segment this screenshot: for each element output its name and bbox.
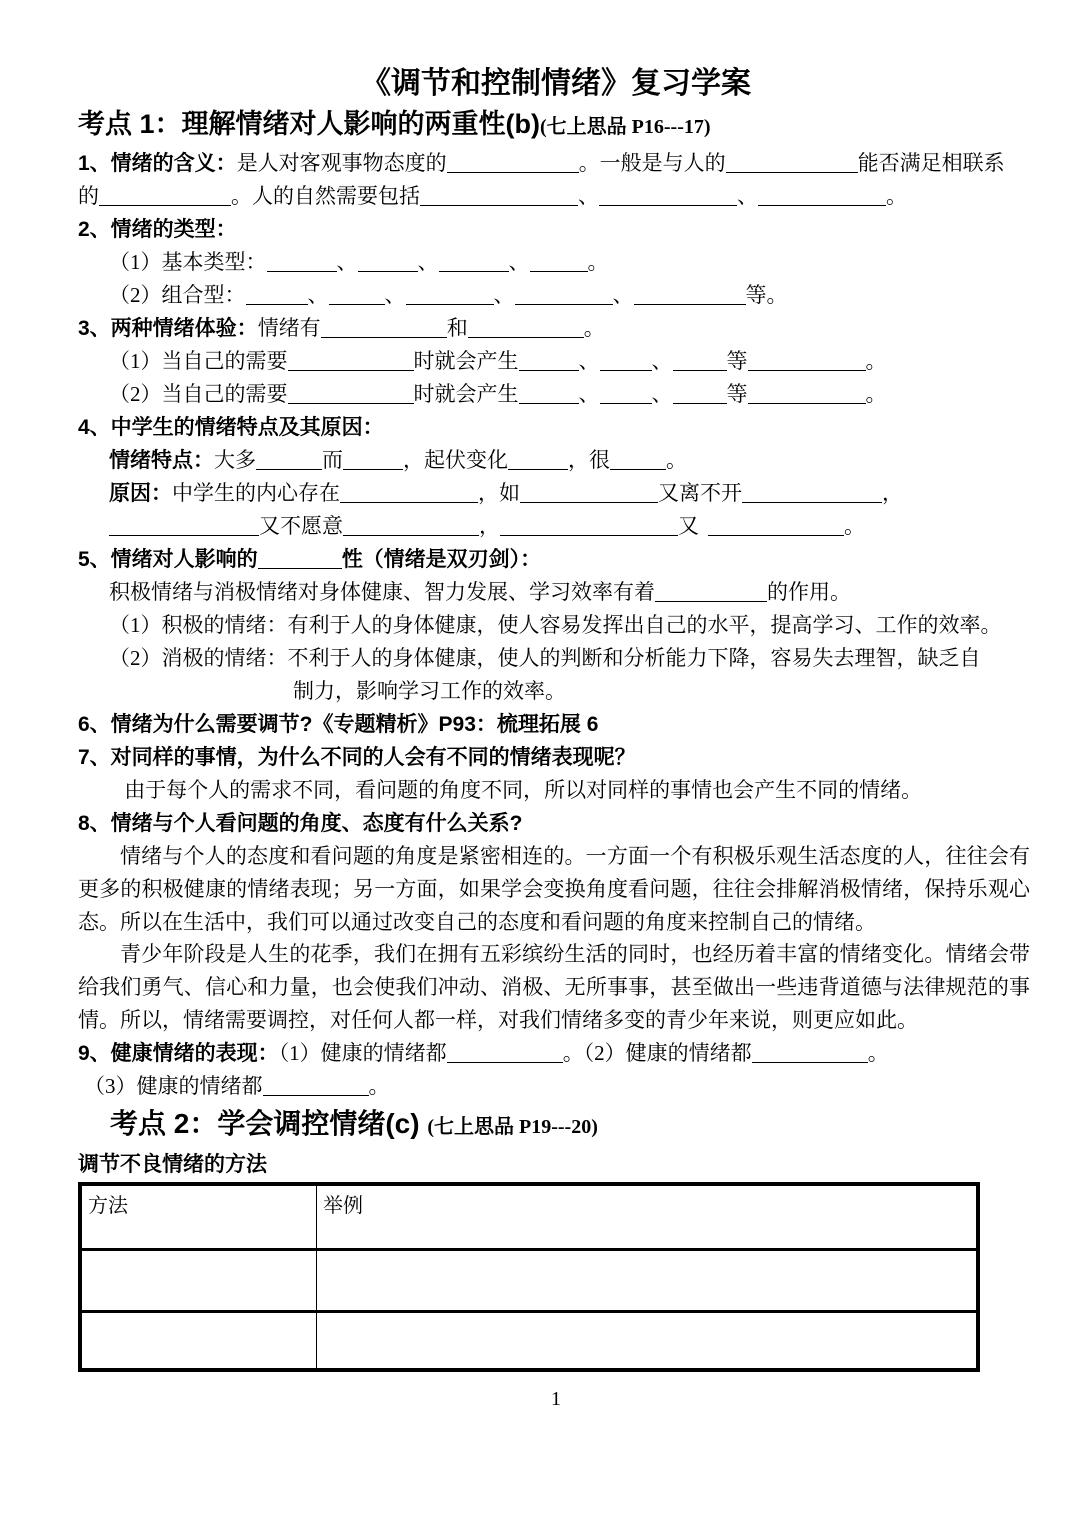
item2-label: 2、情绪的类型： [78,218,237,241]
item1-line2 [78,180,1034,213]
item5-negative-line1 [78,642,1034,675]
item5-negative-text2: 制力，影响学习工作的效率。 [293,679,566,703]
item7-heading [78,741,1034,774]
section1-heading-text: 考点 1：理解情绪对人影响的两重性(b) [78,109,540,139]
separator: 、 [578,349,600,373]
item5-text1: 积极情绪与消极情绪对身体健康、智力发展、学习效率有着 [109,580,655,604]
blank-line [358,250,418,272]
period: 。 [587,250,609,274]
blank-line [288,349,414,371]
table-header-method: 方法 [88,1194,128,1217]
blank-line [726,151,858,173]
item7-label: 7、对同样的事情，为什么不同的人会有不同的情绪表现呢？ [78,746,636,769]
blank-line [530,250,588,272]
item1-text4: 的 [78,184,99,208]
item6-heading [78,708,1034,741]
item9-text3: （3）健康的情绪都 [84,1073,263,1098]
item9-label: 9、健康情绪的表现： [78,1041,279,1065]
item4-features-label: 情绪特点： [109,449,214,472]
item4-r1: 中学生的内心存在 [172,481,340,505]
blank-line [420,184,578,206]
comma: ， [882,481,903,505]
blank-line [256,448,322,470]
blank-line [758,184,886,206]
blank-line [599,184,737,206]
comma: ， [479,514,500,538]
item5-positive [78,609,1034,642]
item5-negative-line2 [78,675,1034,708]
blank-line [288,382,414,404]
item5-positive-text: （1）积极的情绪：有利于人的身体健康，使人容易发挥出自己的水平，提高学习、工作的效率。 [109,613,1002,637]
item4-r5: 又 [678,514,699,538]
item1-line1 [78,147,1034,180]
item3-text2: 和 [446,316,468,340]
blank-line [329,283,385,305]
separator: 、 [651,382,673,406]
item8-paragraph1: 情绪与个人的态度和看问题的角度是紧密相连的。一方面一个有积极乐观生活态度的人，往往会有更多的积极健康的情绪表现；另一方面，如果学会变换角度看问题，往往会排解消极情绪，保持乐观心态。所以在生活中，我们可以通过改变自己的态度和看问题的角度来控制自己的情绪。 [78,844,1030,934]
section1-reference: (七上思品 P16---17) [540,116,711,138]
blank-line [519,349,579,371]
methods-table [78,1182,980,1372]
blank-line [600,349,652,371]
item4-f3: ，起伏变化 [403,448,508,472]
item4-r3: 又离不开 [658,481,742,505]
table-cell-method [80,1312,317,1370]
item1-text2: 。一般是与人的 [578,151,726,175]
separator: 、 [651,349,673,373]
item5-label2: 性（情绪是双刃剑）： [341,548,542,571]
table-header-example: 举例 [317,1184,979,1250]
item4-f1: 大多 [214,448,256,472]
table-cell-example [317,1250,979,1312]
table-header-row [80,1184,978,1250]
item6-label: 6、情绪为什么需要调节?《专题精析》P93：梳理拓展 6 [78,713,599,736]
item9-line2 [78,1070,1034,1103]
item4-reason-label: 原因： [109,482,172,505]
blank-line [406,283,494,305]
item3-label: 3、两种情绪体验： [78,317,258,340]
period: 。 [844,514,865,538]
item3-sub1-label: （1）当自己的需要 [109,349,288,373]
blank-line [343,448,403,470]
blank-line [99,184,231,206]
blank-line [748,349,866,371]
item5-heading [78,543,1034,576]
period: 。 [666,448,687,472]
blank-line [468,316,584,338]
section1-heading [78,104,1034,147]
blank-line [258,547,342,569]
item4-f4: ，很 [568,448,610,472]
item5-line1 [78,576,1034,609]
period: 。 [865,382,887,406]
item9-text2: 。（2）健康的情绪都 [562,1040,752,1065]
table-row [80,1312,978,1370]
blank-line [600,382,652,404]
item2-sub2-label: （2）组合型： [109,283,246,307]
item4-r4: 又不愿意 [259,514,343,538]
blank-line [508,448,568,470]
blank-line [752,1041,868,1063]
blank-line [263,1074,369,1096]
separator: 、 [336,250,358,274]
period: 。 [583,316,605,340]
blank-line [708,514,844,536]
item3-text3: 时就会产生 [413,349,519,373]
separator: 、 [578,184,599,208]
item8-paragraph2: 青少年阶段是人生的花季，我们在拥有五彩缤纷生活的同时，也经历着丰富的情绪变化。情绪会带给我们勇气、信心和力量，也会使我们冲动、消极、无所事事，甚至做出一些违背道德与法律规范的事情。所以，情绪需要调控，对任何人都一样，对我们情绪多变的青少年来说，则更应如此。 [78,942,1030,1032]
item3-sub2 [78,378,1034,411]
item3-etc: 等 [726,349,748,373]
period: 。 [368,1073,390,1098]
item8-label: 8、情绪与个人看问题的角度、态度有什么关系? [78,812,523,835]
item7-answer: 由于每个人的需求不同，看问题的角度不同，所以对同样的事情也会产生不同的情绪。 [124,778,923,802]
item4-r2: ，如 [478,481,520,505]
blank-line [673,382,727,404]
item5-text2: 的作用。 [767,580,851,604]
item3-sub2-label: （2）当自己的需要 [109,382,288,406]
blank-line [340,481,478,503]
page-title: 《调节和控制情绪》复习学案 [361,67,751,100]
item3-text3b: 时就会产生 [413,382,519,406]
item4-heading [78,411,1034,444]
section2-heading-text: 考点 2：学会调控情绪(c) [110,1107,420,1139]
item1-text5: 。人的自然需要包括 [231,184,420,208]
blank-line [655,580,767,602]
blank-line [520,481,658,503]
blank-line [109,514,259,536]
page-number: 1 [551,1387,561,1410]
section2-reference: (七上思品 P19---20) [427,1115,598,1138]
blank-line [742,481,882,503]
table-title: 调节不良情绪的方法 [78,1152,267,1176]
item9-line1 [78,1037,1034,1070]
separator: 、 [307,283,329,307]
item8-heading [78,807,1034,840]
item5-negative-text1: （2）消极的情绪：不利于人的身体健康，使人的判断和分析能力下降，容易失去理智，缺乏自 [109,646,981,670]
separator: 、 [612,283,634,307]
item1-text1: 是人对客观事物态度的 [236,151,447,175]
item3-text1: 情绪有 [257,316,321,340]
blank-line [267,250,337,272]
section2-heading [78,1103,1034,1148]
item9-text1: （1）健康的情绪都 [278,1040,447,1065]
period: 。 [886,184,907,208]
separator: 、 [384,283,406,307]
blank-line [519,382,579,404]
item2-sub2 [78,279,1034,312]
period: 。 [867,1040,889,1065]
blank-line [748,382,866,404]
item2-etc: 等。 [745,283,788,307]
item3-etcb: 等 [726,382,748,406]
blank-line [447,1041,563,1063]
blank-line [673,349,727,371]
separator: 、 [508,250,530,274]
separator: 、 [493,283,515,307]
blank-line [439,250,509,272]
item1-text3: 能否满足相联系 [857,151,1005,175]
table-cell-example [317,1312,979,1370]
item4-f2: 而 [322,448,343,472]
blank-line [515,283,613,305]
document-content [78,64,1034,1411]
blank-line [500,514,678,536]
table-cell-method [80,1250,317,1312]
item2-sub1-label: （1）基本类型： [109,250,267,274]
item5-label1: 5、情绪对人影响的 [78,548,258,571]
item3-sub1 [78,345,1034,378]
item4-reason-line2 [78,510,1034,543]
blank-line [610,448,666,470]
separator: 、 [417,250,439,274]
blank-line [246,283,308,305]
item2-sub1 [78,246,1034,279]
item4-features [78,444,1034,477]
separator: 、 [737,184,758,208]
period: 。 [865,349,887,373]
blank-line [447,151,579,173]
blank-line [321,316,447,338]
blank-line [343,514,479,536]
item1-label: 1、情绪的含义： [78,152,237,175]
item3-heading [78,312,1034,345]
table-row [80,1250,978,1312]
item4-reason-line1 [78,477,1034,510]
blank-line [634,283,746,305]
separator: 、 [578,382,600,406]
item4-label: 4、中学生的情绪特点及其原因： [78,416,384,439]
item2-heading [78,213,1034,246]
